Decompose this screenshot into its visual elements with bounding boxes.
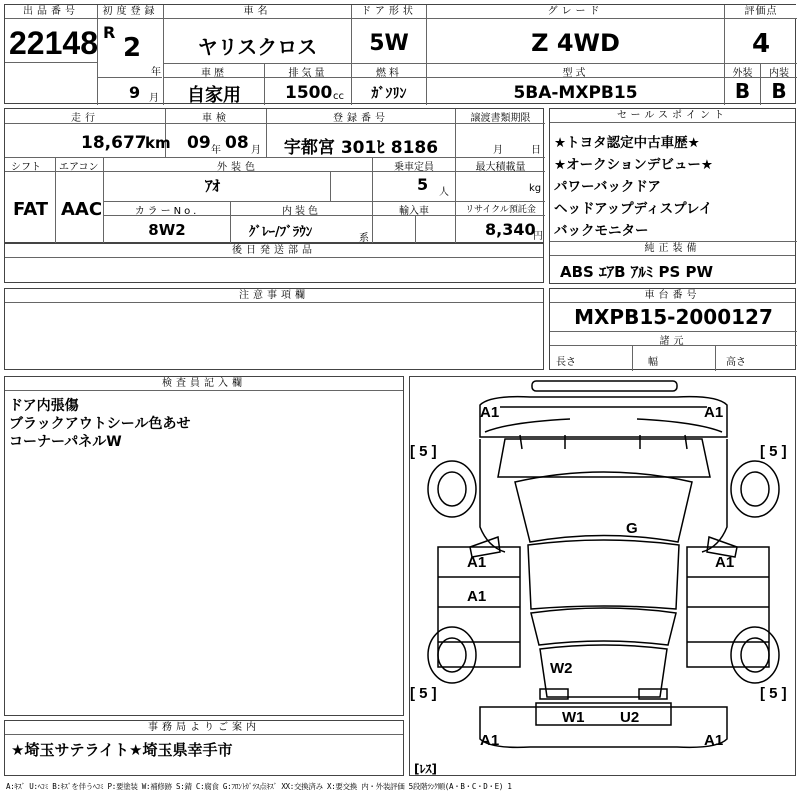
vehicle-details-box [4,108,544,243]
equipment: ABS ｴｱB ｱﾙﾐ PS PW [560,263,714,281]
transfer-label: 譲渡書類期限 [470,113,531,124]
tsuki-unit: 月 [251,145,261,156]
sales-points-label: セールスポイント [550,109,795,123]
month-unit: 月 [149,93,159,104]
recycle-label: リサイクル預託金 [465,205,536,215]
grade: Z 4WD [531,29,620,57]
chassis-number: MXPB15-2000127 [574,305,773,329]
inspector-note: コーナーパネルW [9,434,122,450]
history-label: 車歴 [201,68,227,79]
person-unit: 人 [439,187,449,198]
spare-tire: [ﾚｽ] [414,762,437,776]
recycle-fee: 8,340 [485,220,536,239]
ac-label: エアコン [59,162,99,173]
inspector-box [4,376,404,716]
model-type: 5BA-MXPB15 [513,83,638,103]
plate-label: 登録番号 [333,113,389,124]
type-label: 型式 [562,68,589,79]
tire-fl: [ 5 ] [410,443,437,460]
office-text: ★埼玉サテライト★埼玉県幸手市 [11,741,233,759]
import-label: 輸入車 [399,206,429,217]
mileage-label: 走行 [71,113,99,124]
km-unit: km [145,134,171,152]
kei-unit: 系 [359,233,369,244]
spec-label: 諸元 [659,336,688,347]
cc-unit: cc [333,91,344,102]
int-label: 内装 [769,68,789,79]
model-name: ヤリスクロス [197,35,318,59]
reg-year: 2 [123,33,142,63]
model-label: 車名 [164,5,351,19]
displacement-label: 排気量 [288,68,328,79]
mileage: 18,677 [81,133,147,153]
ext-label: 外装 [732,68,753,79]
damage-w1: W1 [562,709,585,726]
score: 4 [751,29,771,59]
equipment-label: 純正装備 [550,242,795,256]
front-bumper-bar [532,381,677,391]
front-left-wheel [428,461,476,517]
capacity: 5 [417,175,429,194]
shift: FAT [13,199,49,220]
inspection-label: 車検 [202,113,230,124]
interior-color: ｸﾞﾚｰ/ﾌﾞﾗｳﾝ [249,225,313,240]
sales-point: バックモニター [554,223,649,239]
rear-right-wheel [731,627,779,683]
front-bumper [480,397,727,437]
damage-g: G [626,520,638,537]
damage-a1-rdoor: A1 [715,554,735,571]
door-type: 5W [369,31,409,56]
fuel-label: 燃料 [376,68,402,79]
transfer-month: 月 [493,145,503,156]
damage-u2: U2 [620,709,640,726]
colorno-label: カラーNo. [134,206,200,217]
yen-unit: 円 [533,231,543,242]
chassis-label: 車台番号 [550,289,795,303]
grade-label: グレード [427,5,724,19]
damage-a1-fr: A1 [704,404,724,421]
office-label: 事務局よりご案内 [5,721,403,735]
transfer-day: 日 [531,145,541,156]
height-label: 高さ [726,357,746,368]
later-parts-box [4,243,544,283]
interior-label: 内装色 [282,206,321,217]
windshield [515,472,692,542]
lot-label: 出品番号 [5,5,97,19]
insp-year: 09 [187,133,211,153]
rear-bumper [480,707,727,747]
damage-a1-fl: A1 [480,404,500,421]
plate-number: 宇都宮 301ﾋ 8186 [283,138,439,158]
front-right-wheel [731,461,779,517]
capacity-label: 乗車定員 [394,162,434,173]
inspector-label: 検査員記入欄 [5,377,403,391]
sales-point: ★トヨタ認定中古車歴★ [554,135,700,151]
first-reg-label: 初度登録 [98,5,163,19]
nen-unit: 年 [211,145,221,156]
lot-number: 22148 [9,25,98,61]
damage-a1-rl: A1 [480,732,500,749]
history: 自家用 [187,85,241,106]
shift-label: シフト [11,162,41,173]
int-grade: B [771,79,787,103]
year-unit: 年 [151,67,161,78]
width-label: 幅 [648,357,658,368]
damage-a1-rr: A1 [704,732,724,749]
caution-box [4,288,544,370]
inspector-note: ドア内張傷 [9,398,79,414]
legend: A:ｷｽﾞ U:ﾍｺﾐ B:ｷｽﾞを伴うﾍｺﾐ P:要塗装 W:補修跡 S:錆 C:腐食 G:ﾌﾛﾝﾄｶﾞﾗｽ点ｷｽﾞ XX:交換済み X:要交換 内・外装評価 5段階ﾗﾝｸ順(A・B・C・D・E) 1 [6,782,512,791]
air-conditioner: AAC [61,199,103,220]
color-label: 外装色 [217,162,259,173]
sales-point: ヘッドアップディスプレイ [554,201,713,217]
displacement: 1500 [285,83,333,103]
reg-month: 9 [129,83,141,102]
sales-point: ★オークションデビュー★ [554,157,713,173]
damage-a1-ldoor: A1 [467,554,487,571]
tire-fr: [ 5 ] [760,443,787,460]
inspector-note: ブラックアウトシール色あせ [9,416,191,432]
chassis-box [549,288,796,370]
insp-month: 08 [225,133,249,153]
load-label: 最大積載量 [475,162,526,173]
rear-window [531,608,676,645]
length-label: 長さ [556,357,576,368]
door-label: ドア形状 [352,5,426,19]
roof [528,540,679,609]
later-parts-label: 後日発送部品 [5,244,543,258]
tire-rl: [ 5 ] [410,685,437,702]
header-box [4,4,796,104]
sales-points-box [549,108,796,284]
caution-label: 注意事項欄 [5,289,543,303]
color-number: 8W2 [148,221,186,239]
damage-w2: W2 [550,660,573,677]
era: R [103,23,116,42]
car-diagram [409,376,796,776]
ext-grade: B [734,79,751,103]
score-label: 評価点 [725,5,797,19]
car-diagram-svg [410,377,797,777]
kg-unit: kg [529,183,542,194]
exterior-color: ｱｵ [205,177,221,195]
fuel: ｶﾞｿﾘﾝ [371,86,407,102]
tire-rr: [ 5 ] [760,685,787,702]
rear-left-wheel [428,627,476,683]
office-box [4,720,404,776]
damage-a1-lrear: A1 [467,588,487,605]
sales-point: パワーバックドア [554,179,661,195]
